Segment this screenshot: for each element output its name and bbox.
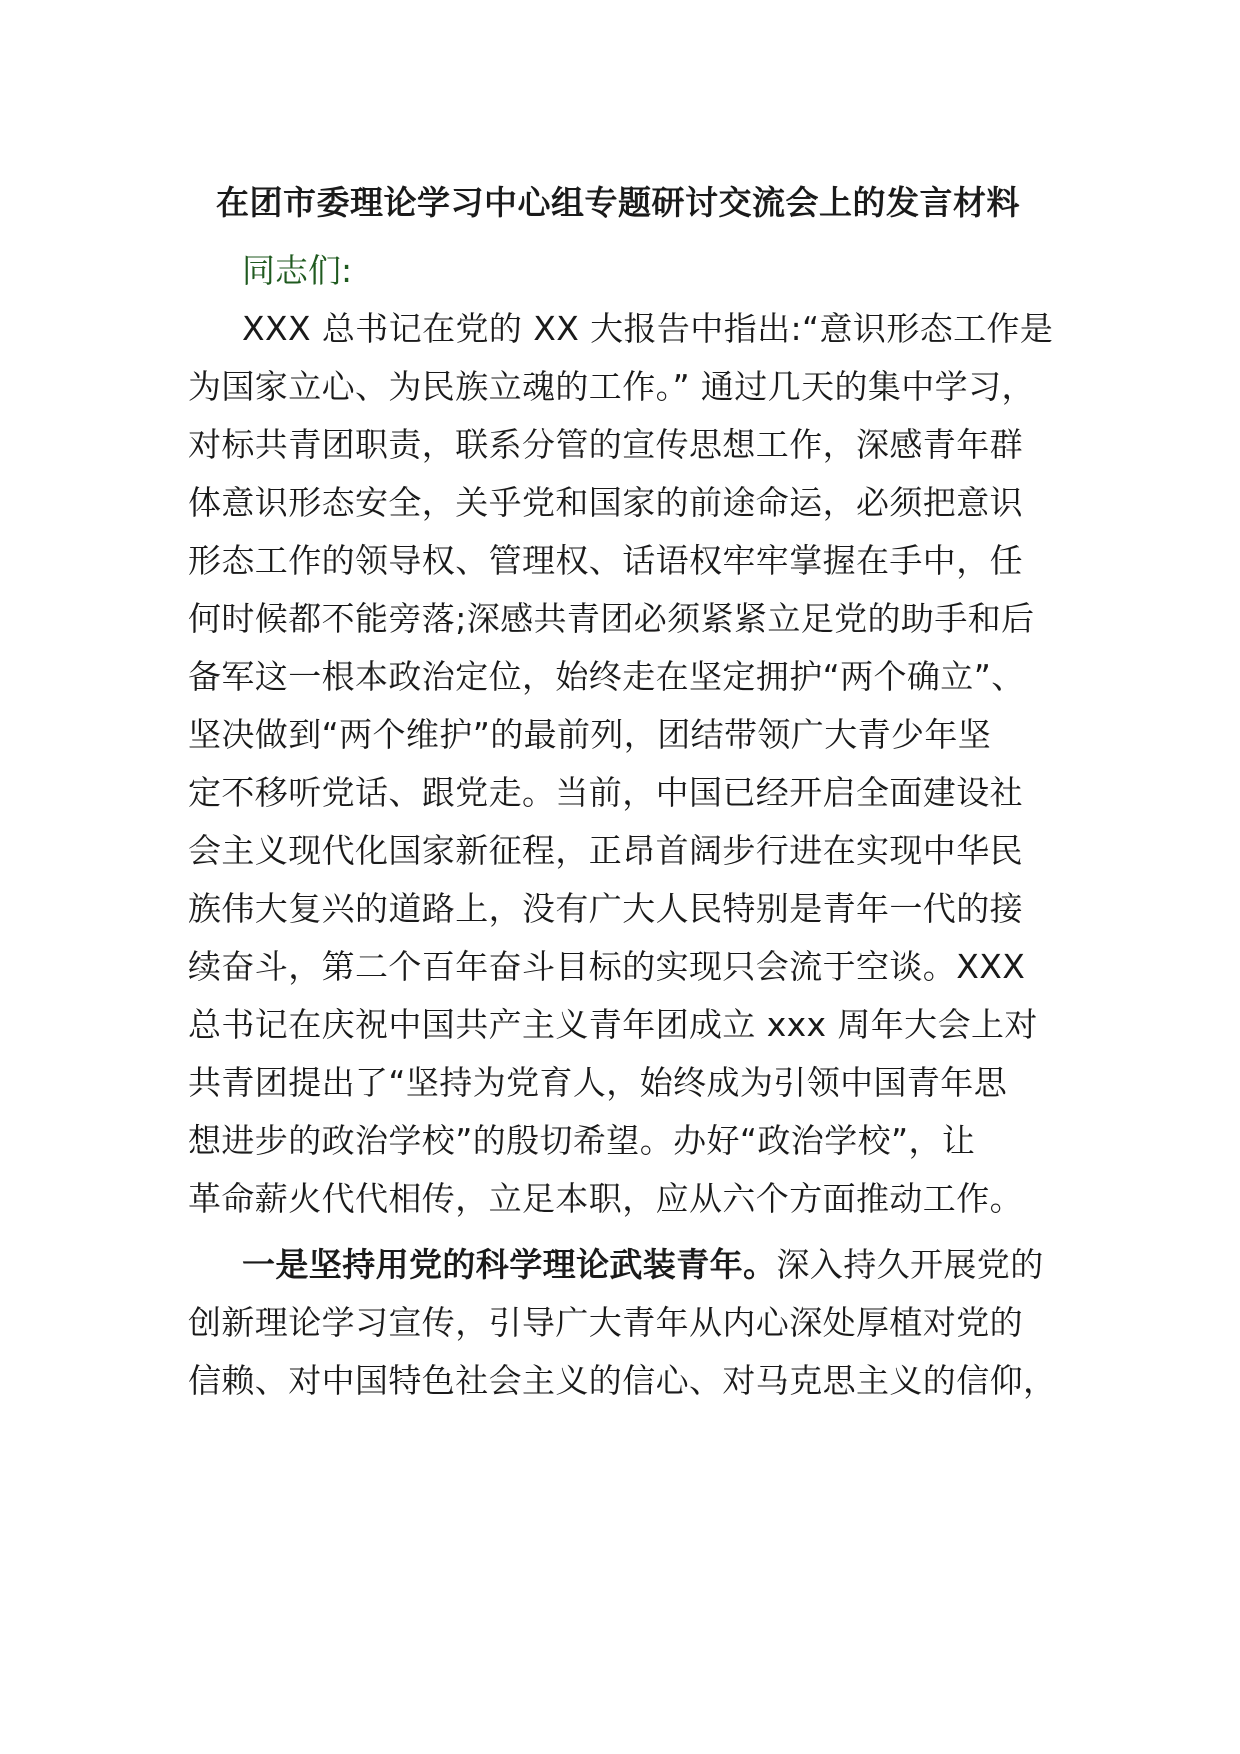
paragraph-line: 族伟大复兴的道路上，没有广大人民特别是青年一代的接 — [188, 889, 1023, 928]
greeting: 同志们: — [242, 251, 353, 290]
paragraph-line: 信赖、对中国特色社会主义的信心、对马克思主义的信仰， — [188, 1361, 1057, 1400]
paragraph-line — [242, 1242, 1044, 1288]
paragraph-line: 定不移听党话、跟党走。当前，中国已经开启全面建设社 — [188, 773, 1023, 812]
paragraph-line: 续奋斗，第二个百年奋斗目标的实现只会流于空谈。XXX — [188, 947, 1026, 986]
paragraph-line: 创新理论学习宣传，引导广大青年从内心深处厚植对党的 — [188, 1303, 1023, 1342]
paragraph-line: XXX 总书记在党的 XX 大报告中指出:“意识形态工作是 — [242, 309, 1054, 348]
paragraph-line: 何时候都不能旁落;深感共青团必须紧紧立足党的助手和后 — [188, 599, 1035, 638]
section-text: 深入持久开展党的 — [776, 1245, 1044, 1284]
paragraph-line: 革命薪火代代相传，立足本职，应从六个方面推动工作。 — [188, 1179, 1023, 1218]
paragraph-line: 会主义现代化国家新征程，正昂首阔步行进在实现中华民 — [188, 831, 1023, 870]
paragraph-line: 想进步的政治学校”的殷切希望。办好“政治学校”，让 — [188, 1121, 976, 1160]
paragraph-line: 对标共青团职责，联系分管的宣传思想工作，深感青年群 — [188, 425, 1023, 464]
paragraph-line: 坚决做到“两个维护”的最前列，团结带领广大青少年坚 — [188, 715, 992, 754]
paragraph-line: 形态工作的领导权、管理权、话语权牢牢掌握在手中，任 — [188, 541, 1023, 580]
paragraph-line: 为国家立心、为民族立魂的工作。” 通过几天的集中学习， — [188, 367, 1035, 406]
paragraph-line: 体意识形态安全，关乎党和国家的前途命运，必须把意识 — [188, 483, 1023, 522]
section-heading: 一是坚持用党的科学理论武装青年。 — [242, 1245, 777, 1284]
paragraph-line: 共青团提出了“坚持为党育人，始终成为引领中国青年思 — [188, 1063, 1008, 1102]
document-title: 在团市委理论学习中心组专题研讨交流会上的发言材料 — [216, 183, 1020, 222]
paragraph-line: 备军这一根本政治定位，始终走在坚定拥护“两个确立”、 — [188, 657, 1025, 696]
paragraph-line: 总书记在庆祝中国共产主义青年团成立 xxx 周年大会上对 — [188, 1005, 1038, 1044]
